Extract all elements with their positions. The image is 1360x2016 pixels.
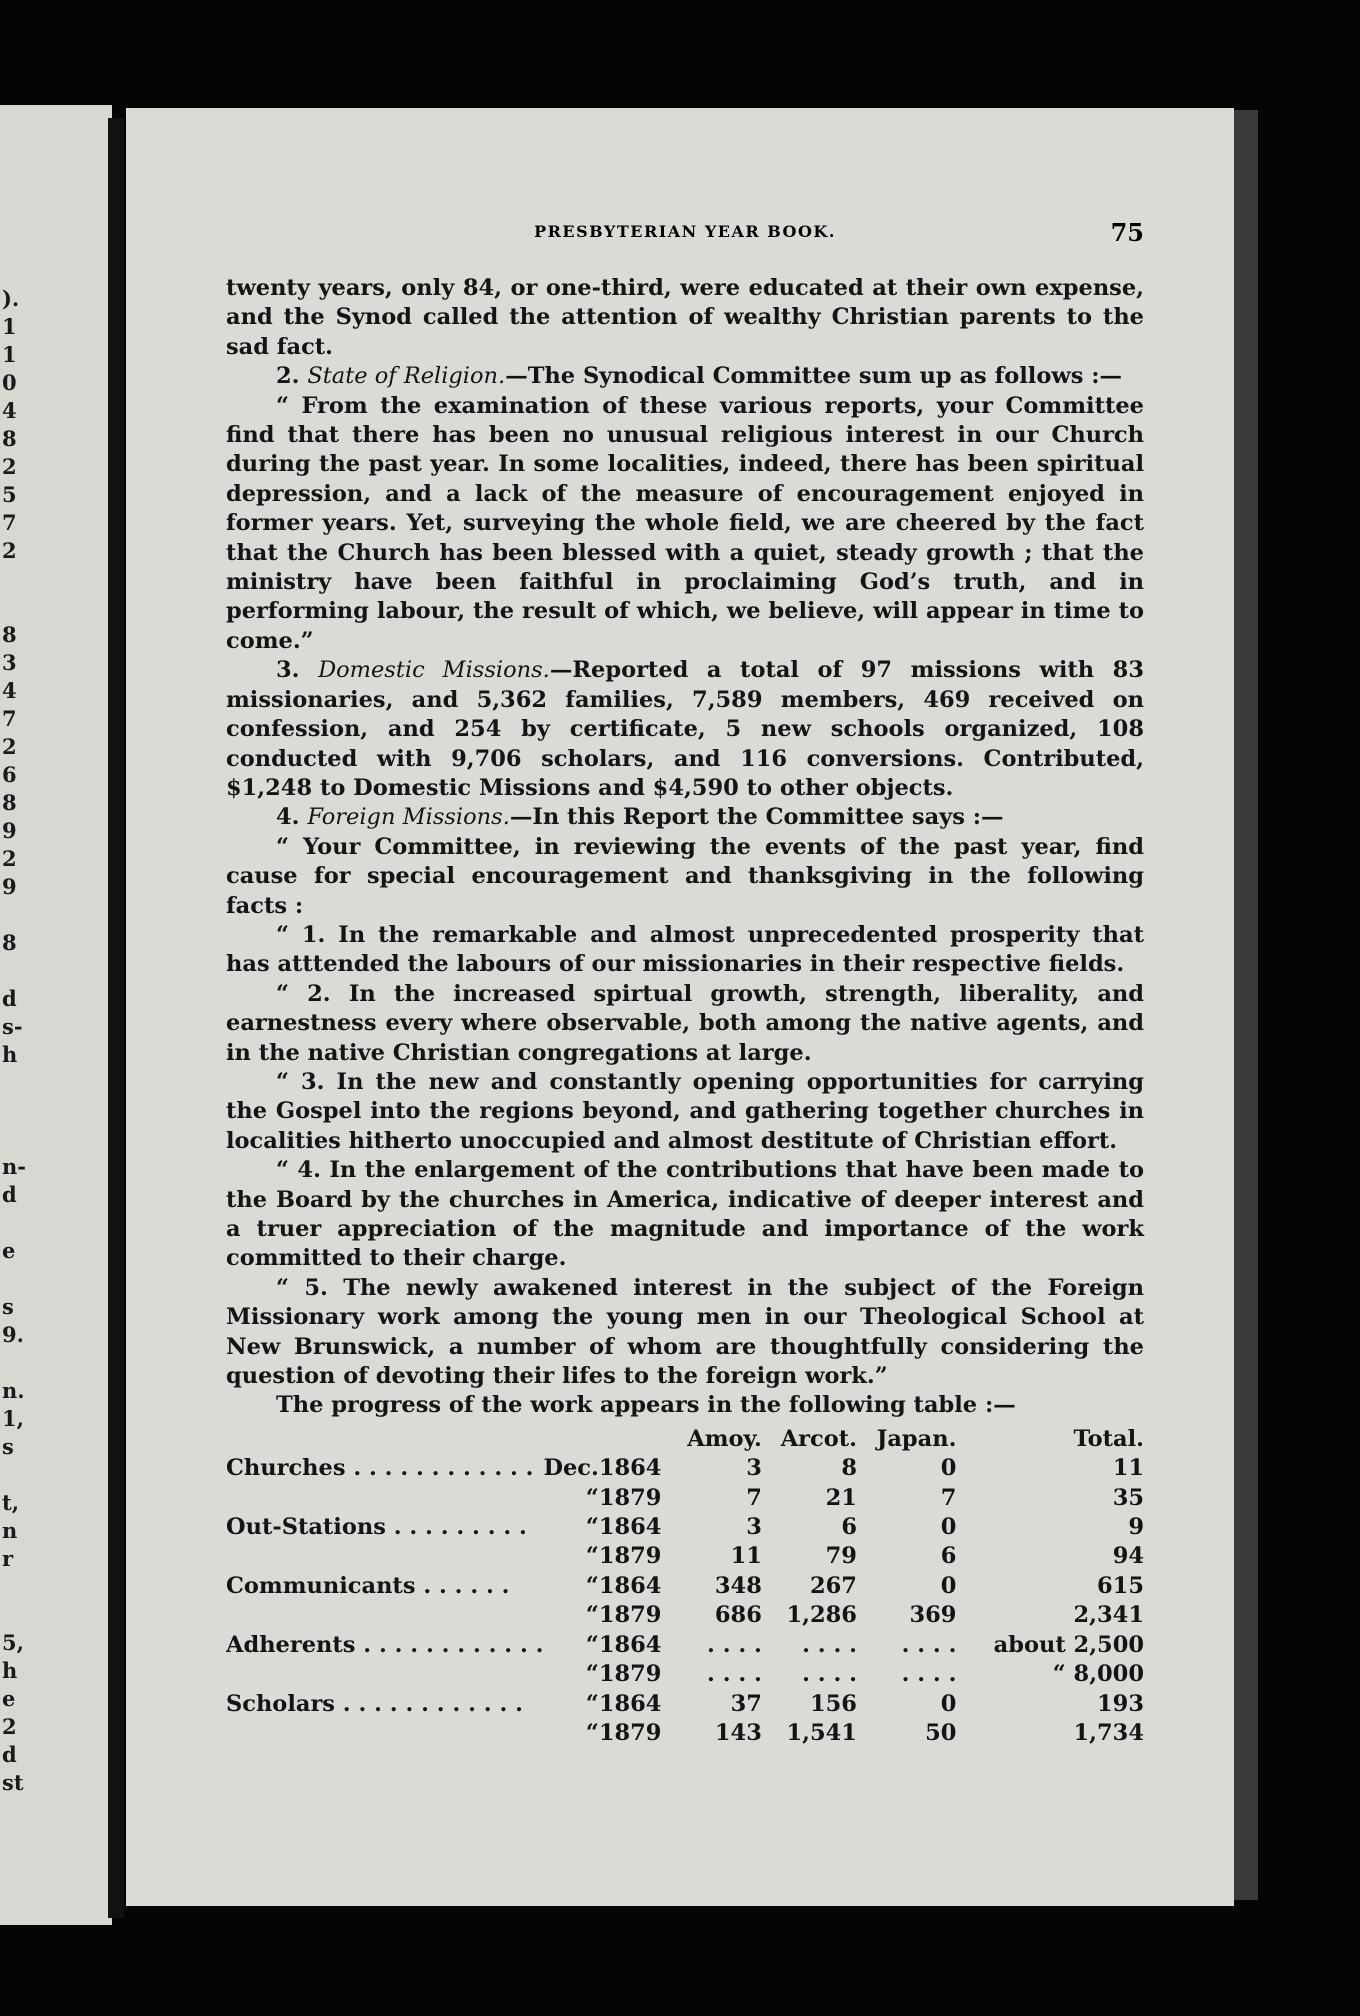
margin-fragment: 8 (2, 930, 17, 955)
margin-fragment: d (2, 1182, 17, 1207)
section-text: —Reported a total of 97 missions with 83 missionaries, and 5,362 families, 7,589 members, 469 received on confession, and 254 by certificate, 5 new schools organized, 108 conducted with 9,706 scholars, and 116 conversions. Contributed, $1,248 to Domestic Missions and $4,590 to other objects. (226, 657, 1144, 801)
margin-fragment (2, 1265, 32, 1293)
margin-fragment (2, 1573, 32, 1601)
book-gutter (108, 118, 124, 1918)
cell-amoy: 143 (714, 1719, 762, 1746)
table-row (226, 1484, 1144, 1513)
cell-year: 1879 (598, 1602, 662, 1629)
margin-fragment (2, 1209, 32, 1237)
margin-fragment: 3 (2, 650, 17, 675)
margin-fragment: 8 (2, 426, 17, 451)
cell-label: Churches . . . . . . . . . . . . (226, 1455, 534, 1482)
table-row (226, 1631, 1144, 1660)
paragraph: “ Your Committee, in reviewing the events of the past year, find cause for special encouragement and thanksgiving in the following facts : (226, 833, 1144, 919)
margin-fragment (2, 1461, 32, 1489)
margin-fragment: 8 (2, 790, 17, 815)
cell-year: 1864 (598, 1631, 662, 1658)
margin-fragment: n (2, 1518, 18, 1543)
cell-label (226, 1601, 543, 1630)
margin-fragment: 4 (2, 678, 17, 703)
cell-month: “ (585, 1602, 599, 1629)
section-text: —The Synodical Committee sum up as follows :— (505, 363, 1123, 390)
section-title: State of Religion. (307, 363, 506, 390)
cell-year: 1879 (598, 1543, 662, 1570)
cell-japan: 0 (940, 1572, 957, 1599)
cell-month: “ (585, 1631, 599, 1658)
table-row (226, 1513, 1144, 1542)
paragraph: twenty years, only 84, or one-third, were educated at their own expense, and the Synod called the attention of wealthy Christian parents to the sad fact. (226, 275, 1144, 360)
cell-japan: 0 (940, 1690, 957, 1717)
margin-fragment (2, 957, 32, 985)
page-number: 75 (1110, 218, 1144, 247)
cell-amoy: . . . . (707, 1661, 762, 1688)
section-domestic-missions (226, 656, 1144, 803)
column-header-amoy: Amoy. (687, 1425, 762, 1452)
cell-amoy: 3 (746, 1455, 762, 1482)
cell-amoy: 37 (730, 1690, 762, 1717)
margin-fragment: 2 (2, 538, 17, 563)
margin-fragment (2, 593, 32, 621)
column-header-arcot: Arcot. (780, 1425, 857, 1452)
cell-amoy: 348 (714, 1572, 762, 1599)
table-row (226, 1572, 1144, 1601)
page-edge-shadow (1232, 110, 1258, 1900)
cell-label (226, 1719, 543, 1748)
margin-fragment: 2 (2, 1714, 17, 1739)
cell-japan: 6 (940, 1543, 957, 1570)
cell-month: “ (585, 1719, 599, 1746)
margin-fragment: 6 (2, 762, 17, 787)
table-row (226, 1542, 1144, 1571)
margin-fragment: 2 (2, 846, 17, 871)
paragraph: “ 2. In the increased spirtual growth, strength, liberality, and earnestness every where observable, both among the native agents, and in the native Christian congregations at large. (226, 980, 1144, 1066)
section-title: Foreign Missions. (307, 804, 510, 831)
cell-arcot: 267 (810, 1572, 857, 1599)
margin-fragment: ). (2, 286, 20, 311)
cell-month: Dec. (543, 1455, 599, 1482)
cell-month: “ (585, 1661, 599, 1688)
cell-amoy: 3 (746, 1514, 762, 1541)
cell-japan: 369 (909, 1602, 957, 1629)
table-row (226, 1660, 1144, 1689)
paragraph: “ From the examination of these various reports, your Committee find that there has been no unusual religious interest in our Church during the past year. In some localities, indeed, there has been spiritual depression, and a lack of the measure of encouragement enjoyed in former years. Yet, surveying the whole field, we are cheered by the fact that the Church has been blessed with a quiet, steady growth ; that the ministry have been faithful in proclaiming God’s truth, and in performing labour, the result of which, we believe, will appear in time to come.” (226, 392, 1144, 654)
margin-fragment: e (2, 1686, 16, 1711)
paragraph: The progress of the work appears in the following table :— (276, 1392, 1016, 1419)
facing-page-margin-text (2, 285, 32, 1797)
cell-label (226, 1542, 543, 1571)
cell-month: “ (585, 1572, 599, 1599)
section-number: 3. (276, 657, 300, 684)
cell-month: “ (585, 1484, 599, 1511)
section-text: —In this Report the Committee says :— (509, 804, 1004, 831)
margin-fragment: 0 (2, 370, 17, 395)
cell-amoy: 11 (730, 1543, 762, 1570)
margin-fragment: s- (2, 1014, 23, 1039)
margin-fragment: 1 (2, 342, 17, 367)
cell-total: 615 (1097, 1572, 1144, 1599)
margin-fragment (2, 1069, 32, 1097)
margin-fragment: s (2, 1294, 14, 1319)
margin-fragment: 9 (2, 818, 17, 843)
cell-total: “ 8,000 (1052, 1661, 1144, 1688)
facing-page-edge (0, 105, 112, 1925)
margin-fragment: 5 (2, 482, 17, 507)
cell-year: 1864 (598, 1690, 662, 1717)
margin-fragment: n. (2, 1378, 25, 1403)
margin-fragment: 9 (2, 874, 17, 899)
cell-arcot: 79 (825, 1543, 857, 1570)
cell-year: 1879 (598, 1661, 662, 1688)
column-header-japan: Japan. (876, 1425, 957, 1452)
cell-month: “ (585, 1514, 599, 1541)
cell-arcot: . . . . (802, 1631, 857, 1658)
margin-fragment (2, 565, 32, 593)
margin-fragment: t, (2, 1490, 20, 1515)
paragraph: “ 4. In the enlargement of the contributions that have been made to the Board by the churches in America, indicative of deeper interest and a truer appreciation of the magnitude and importance of the work committed to their charge. (226, 1157, 1144, 1272)
cell-arcot: . . . . (802, 1661, 857, 1688)
cell-total: 94 (1112, 1543, 1144, 1570)
cell-japan: . . . . (901, 1631, 957, 1658)
cell-year: 1864 (598, 1455, 662, 1482)
margin-fragment (2, 901, 32, 929)
cell-japan: 0 (940, 1455, 957, 1482)
margin-fragment: st (2, 1770, 24, 1795)
cell-total: 9 (1128, 1514, 1144, 1541)
cell-japan: . . . . (901, 1661, 957, 1688)
cell-arcot: 6 (841, 1514, 857, 1541)
cell-label (226, 1484, 543, 1513)
margin-fragment: 5, (2, 1630, 24, 1655)
margin-fragment: 2 (2, 734, 17, 759)
margin-fragment: 9. (2, 1322, 24, 1347)
margin-fragment: 7 (2, 510, 17, 535)
margin-fragment: e (2, 1238, 16, 1263)
cell-total: 11 (1112, 1455, 1144, 1482)
table-header-row (226, 1425, 1144, 1454)
cell-year: 1879 (598, 1719, 662, 1746)
cell-japan: 0 (940, 1514, 957, 1541)
page-header (226, 218, 1144, 248)
cell-amoy: 686 (714, 1602, 762, 1629)
paragraph: “ 3. In the new and constantly opening opportunities for carrying the Gospel into the regions beyond, and gathering together churches in localities hitherto unoccupied and almost destitute of Christian effort. (226, 1068, 1144, 1154)
cell-label: Communicants . . . . . . (226, 1572, 510, 1599)
margin-fragment: s (2, 1434, 14, 1459)
margin-fragment: h (2, 1042, 18, 1067)
cell-arcot: 21 (825, 1484, 857, 1511)
margin-fragment: 4 (2, 398, 17, 423)
cell-amoy: 7 (746, 1484, 762, 1511)
margin-fragment (2, 1097, 32, 1125)
cell-arcot: 8 (841, 1455, 857, 1482)
cell-year: 1879 (598, 1484, 662, 1511)
book-page (126, 108, 1234, 1906)
margin-fragment (2, 1601, 32, 1629)
cell-total: 193 (1097, 1690, 1144, 1717)
cell-month: “ (585, 1543, 599, 1570)
cell-total: 35 (1112, 1484, 1144, 1511)
cell-label (226, 1660, 543, 1689)
cell-year: 1864 (598, 1572, 662, 1599)
margin-fragment: 1, (2, 1406, 24, 1431)
margin-fragment: r (2, 1546, 14, 1571)
margin-fragment: 8 (2, 622, 17, 647)
cell-amoy: . . . . (707, 1631, 762, 1658)
section-state-of-religion (226, 362, 1144, 391)
cell-month: “ (585, 1690, 599, 1717)
table-row (226, 1690, 1144, 1719)
paragraph: “ 1. In the remarkable and almost unprecedented prosperity that has atttended the labours of our missionaries in their respective fields. (226, 921, 1144, 978)
cell-total: about 2,500 (993, 1631, 1144, 1658)
paragraph: “ 5. The newly awakened interest in the subject of the Foreign Missionary work among the young men in our Theological School at New Brunswick, a number of whom are thoughtfully considering the question of devoting their lifes to the foreign work.” (226, 1274, 1144, 1390)
section-foreign-missions (226, 803, 1144, 832)
margin-fragment: d (2, 1742, 17, 1767)
section-number: 2. (276, 363, 300, 390)
margin-fragment (2, 1349, 32, 1377)
margin-fragment: 1 (2, 314, 17, 339)
table-row (226, 1454, 1144, 1483)
section-title: Domestic Missions. (318, 657, 550, 684)
cell-arcot: 1,286 (786, 1602, 857, 1629)
margin-fragment: 2 (2, 454, 17, 479)
cell-japan: 7 (940, 1484, 957, 1511)
margin-fragment (2, 1125, 32, 1153)
cell-label: Out-Stations . . . . . . . . . (226, 1514, 527, 1541)
cell-japan: 50 (925, 1719, 957, 1746)
cell-arcot: 156 (810, 1690, 857, 1717)
table-row (226, 1719, 1144, 1748)
margin-fragment: d (2, 986, 17, 1011)
margin-fragment: h (2, 1658, 18, 1683)
margin-fragment: n- (2, 1154, 26, 1179)
cell-label: Scholars . . . . . . . . . . . . (226, 1690, 523, 1717)
running-head: PRESBYTERIAN YEAR BOOK. (534, 222, 836, 241)
cell-label: Adherents . . . . . . . . . . . . (226, 1631, 544, 1658)
cell-total: 2,341 (1073, 1602, 1144, 1629)
cell-total: 1,734 (1073, 1719, 1144, 1746)
column-header-total: Total. (1073, 1425, 1144, 1452)
progress-table (226, 1425, 1144, 1748)
section-number: 4. (276, 804, 300, 831)
cell-year: 1864 (598, 1514, 662, 1541)
cell-arcot: 1,541 (786, 1719, 857, 1746)
page-body (226, 274, 1144, 1748)
table-row (226, 1601, 1144, 1630)
margin-fragment: 7 (2, 706, 17, 731)
